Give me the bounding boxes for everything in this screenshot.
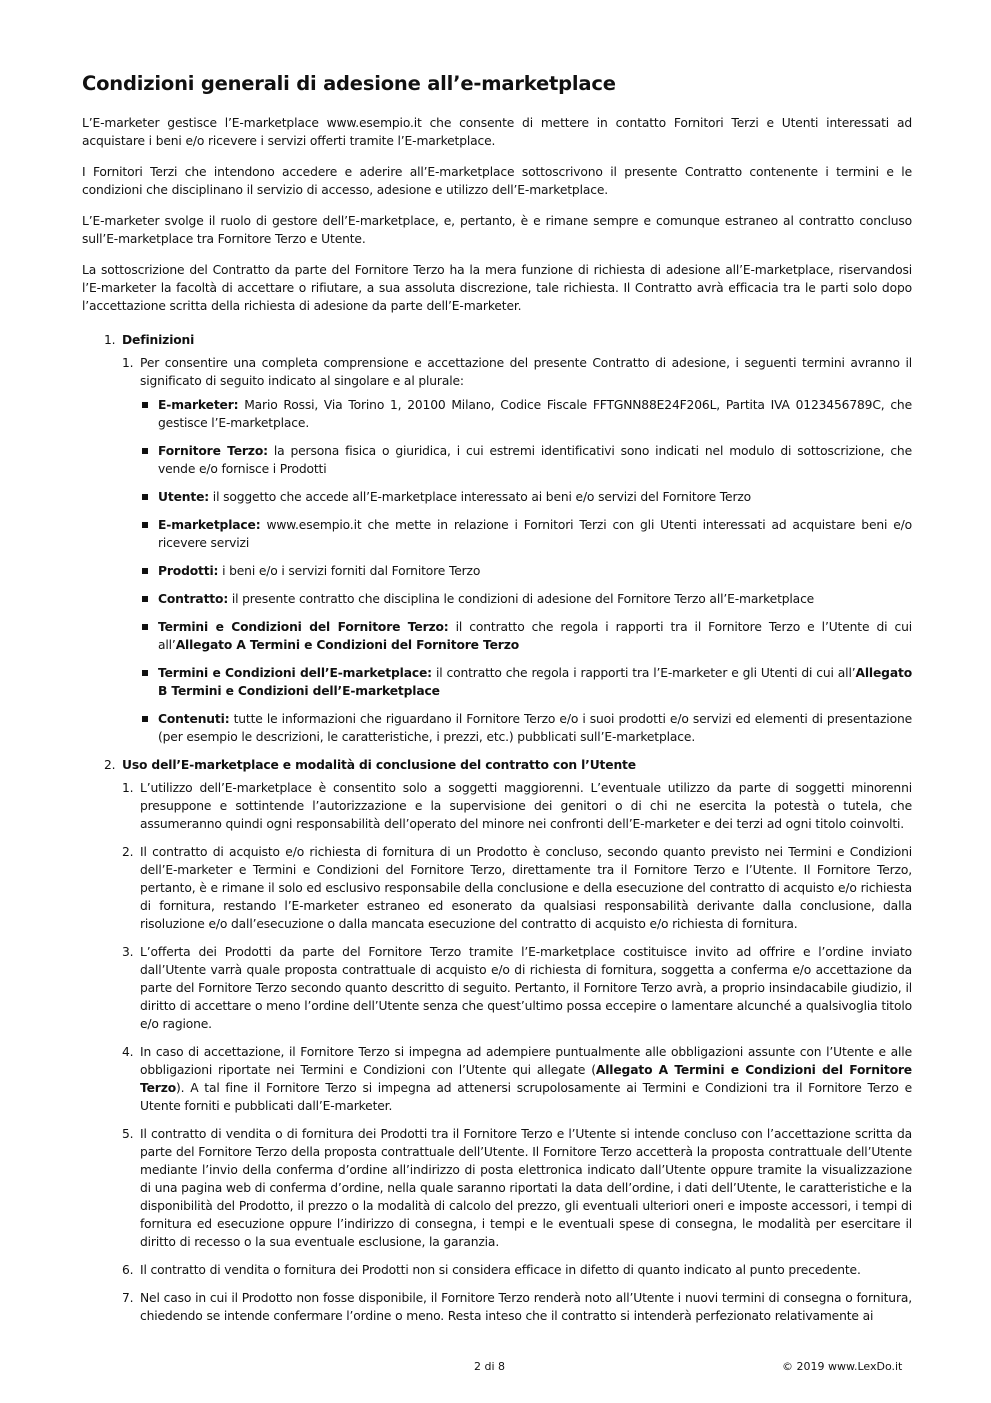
square-bullet-icon [142,670,148,676]
section-title: Definizioni [122,333,195,347]
square-bullet-icon [142,568,148,574]
definition-text: www.esempio.it che mette in relazione i Fornitori Terzi con gli Utenti interessati ad acquistare beni e/o ricevere servizi [158,518,912,550]
clause [82,1043,912,1115]
clause-text: L’offerta dei Prodotti da parte del Fornitore Terzo tramite l’E-marketplace costituisce invito ad offrire e l’ordine inviato dall’Utente varrà quale proposta contrattuale di acquisto e/o di richiesta di fornitura, soggetta a conferma e/o accettazione da parte del Fornitore Terzo secondo quanto descritto di seguito. Pertanto, il Fornitore Terzo avrà, a proprio insindacabile giudizio, il diritto di accettare o meno l’ordine dell’Utente senza che quest’ultimo possa eccepire o lamentare alcunché a qualsivoglia titolo e/o ragione. [140,945,912,1031]
clause-number: 1. [122,781,134,795]
definition-text: il presente contratto che disciplina le condizioni di adesione del Fornitore Terzo all’E-marketplace [228,592,815,606]
definition-term: E-marketer: [158,398,239,412]
section-definizioni [82,331,912,746]
definition-text: la persona fisica o giuridica, i cui estremi identificativi sono indicati nel modulo di sottoscrizione, che vende e/o fornisce i Prodotti [158,444,912,476]
definition-item [82,710,912,746]
clause-number: 5. [122,1127,134,1141]
clause-text: Il contratto di vendita o fornitura dei Prodotti non si considera efficace in difetto di quanto indicato al punto precedente. [140,1263,861,1277]
document-title: Condizioni generali di adesione all’e-marketplace [82,72,616,95]
definition-item [82,488,912,506]
intro-paragraph: L’E-marketer gestisce l’E-marketplace www.esempio.it che consente di mettere in contatto Fornitori Terzi e Utenti interessati ad acquistare i beni e/o ricevere i servizi offerti tramite l’E-marketplace. [82,116,912,148]
page-number: 2 di 8 [474,1360,506,1373]
definition-text: il soggetto che accede all’E-marketplace interessato ai beni e/o servizi del Fornitore Terzo [209,490,752,504]
intro-paragraph: L’E-marketer svolge il ruolo di gestore dell’E-marketplace, e, pertanto, è e rimane sempre e comunque estraneo al contratto concluso sull’E-marketplace tra Fornitore Terzo e Utente. [82,214,912,246]
clause-number: 3. [122,945,134,959]
square-bullet-icon [142,448,148,454]
clause [82,779,912,833]
definition-item [82,442,912,478]
square-bullet-icon [142,596,148,602]
clause-number: 6. [122,1263,134,1277]
definition-term: Termini e Condizioni dell’E-marketplace: [158,666,432,680]
definitions-list [82,396,912,746]
clause [82,943,912,1033]
annex-reference: Allegato A Termini e Condizioni del Fornitore Terzo [175,638,520,652]
definition-term: Termini e Condizioni del Fornitore Terzo: [158,620,449,634]
definition-text: i beni e/o i servizi forniti dal Fornitore Terzo [218,564,481,578]
copyright-notice: © 2019 www.LexDo.it [782,1360,903,1373]
definition-item [82,618,912,654]
square-bullet-icon [142,402,148,408]
section-number: 2. [104,758,116,772]
definition-text: tutte le informazioni che riguardano il Fornitore Terzo e/o i suoi prodotti e/o servizi ed elementi di presentazione (per esempio le descrizioni, le caratteristiche, i prezzi, etc.) pubblicati sull’E-marketplace. [158,712,912,744]
section-uso-marketplace [82,756,912,1325]
clause [82,1261,912,1279]
section-title: Uso dell’E-marketplace e modalità di conclusione del contratto con l’Utente [122,758,636,772]
clause-text: Per consentire una completa comprensione e accettazione del presente Contratto di adesione, i seguenti termini avranno il significato di seguito indicato al singolare e al plurale: [140,356,912,388]
definition-term: Contratto: [158,592,229,606]
clause [82,1125,912,1251]
definition-text: Mario Rossi, Via Torino 1, 20100 Milano, Codice Fiscale FFTGNN88E24F206L, Partita IVA 0123456789C, che gestisce l’E-marketplace. [158,398,912,430]
intro-paragraph: La sottoscrizione del Contratto da parte del Fornitore Terzo ha la mera funzione di richiesta di adesione all’E-marketplace, riservandosi l’E-marketer la facoltà di accettare o rifiutare, a sua assoluta discrezione, tale richiesta. Il Contratto avrà efficacia tra le parti solo dopo l’accettazione scritta della richiesta di adesione da parte dell’E-marketer. [82,263,912,313]
clause-text: Il contratto di vendita o di fornitura dei Prodotti tra il Fornitore Terzo e l’Utente si intende concluso con l’accettazione scritta da parte del Fornitore Terzo della proposta contrattuale dell’Utente. Il Fornitore Terzo accetterà la proposta contrattuale dell’Utente mediante l’invio della conferma d’ordine all’indirizzo di posta elettronica indicato dall’Utente oppure tramite la visualizzazione di una pagina web di conferma d’ordine, nella quale saranno riportati la data dell’ordine, i dati dell’Utente, le caratteristiche e la disponibilità del Prodotto, il prezzo o la modalità di calcolo del prezzo, gli eventuali ulteriori oneri e imposte accessori, i tempi di fornitura ed esecuzione oppure l’indirizzo di consegna, i tempi e le eventuali spese di consegna, le modalità per esercitare il diritto di recesso o la sua eventuale esclusione, la garanzia. [140,1127,912,1249]
intro-paragraph: I Fornitori Terzi che intendono accedere e aderire all’E-marketplace sottoscrivono il presente Contratto contenente i termini e le condizioni che disciplinano il servizio di accesso, adesione e utilizzo dell’E-marketplace. [82,165,912,197]
section-number: 1. [104,333,116,347]
definition-term: Utente: [158,490,210,504]
definition-text: il contratto che regola i rapporti tra il Fornitore Terzo e l’Utente di cui all’ [158,620,912,652]
clause [82,1289,912,1325]
square-bullet-icon [142,716,148,722]
definition-term: Contenuti: [158,712,230,726]
square-bullet-icon [142,494,148,500]
square-bullet-icon [142,624,148,630]
clause-number: 2. [122,845,134,859]
clause [82,843,912,933]
section-heading [82,756,912,774]
definition-item [82,396,912,432]
square-bullet-icon [142,522,148,528]
definition-item [82,590,912,608]
definition-item [82,562,912,580]
document-page [82,72,912,1325]
clause-text: Nel caso in cui il Prodotto non fosse disponibile, il Fornitore Terzo renderà noto all’Utente i nuovi termini di consegna o fornitura, chiedendo se intende confermare l’ordine o meno. Resta inteso che il contratto si intenderà perfezionato relativamente ai [140,1291,912,1323]
definition-item [82,516,912,552]
clause-number: 1. [122,356,134,370]
annex-reference: Allegato B Termini e Condizioni dell’E-marketplace [158,666,912,698]
section-heading [82,331,912,349]
clause-text-continued: ). A tal fine il Fornitore Terzo si impegna ad attenersi scrupolosamente ai Termini e Condizioni tra il Fornitore Terzo e Utente forniti e pubblicati dall’E-marketer. [140,1081,912,1113]
clause-text: In caso di accettazione, il Fornitore Terzo si impegna ad adempiere puntualmente alle obbligazioni assunte con l’Utente e alle obbligazioni riportate nei Termini e Condizioni con l’Utente qui allegate ( [140,1045,912,1077]
definition-term: Fornitore Terzo: [158,444,268,458]
clause-number: 4. [122,1045,134,1059]
clause-text: Il contratto di acquisto e/o richiesta di fornitura di un Prodotto è concluso, secondo quanto previsto nei Termini e Condizioni dell’E-marketer e Termini e Condizioni del Fornitore Terzo, direttamente tra il Fornitore Terzo e l’Utente. Il Fornitore Terzo, pertanto, è e rimane il solo ed esclusivo responsabile della conclusione e della esecuzione del contratto di acquisto e/o richiesta di fornitura, restando l’E-marketer estraneo ed esonerato da qualsiasi responsabilità derivante dalla conclusione, dalla risoluzione e/o dall’esecuzione o dalla mancata esecuzione del contratto di acquisto e/o richiesta di fornitura. [140,845,912,931]
definition-text: il contratto che regola i rapporti tra l’E-marketer e gli Utenti di cui all’ [431,666,856,680]
definition-term: Prodotti: [158,564,219,578]
definition-item [82,664,912,700]
annex-reference: Allegato A Termini e Condizioni del Fornitore Terzo [140,1063,912,1095]
clause-number: 7. [122,1291,134,1305]
definition-term: E-marketplace: [158,518,261,532]
clause [82,354,912,390]
clause-text: L’utilizzo dell’E-marketplace è consentito solo a soggetti maggiorenni. L’eventuale utilizzo da parte di soggetti minorenni presuppone e sottintende l’autorizzazione e la supervisione dei genitori o di chi ne esercita la potestà o tutela, che assumeranno quindi ogni responsabilità dell’operato del minore nei confronti dell’E-marketer e dei terzi ad ogni titolo coinvolti. [140,781,912,831]
